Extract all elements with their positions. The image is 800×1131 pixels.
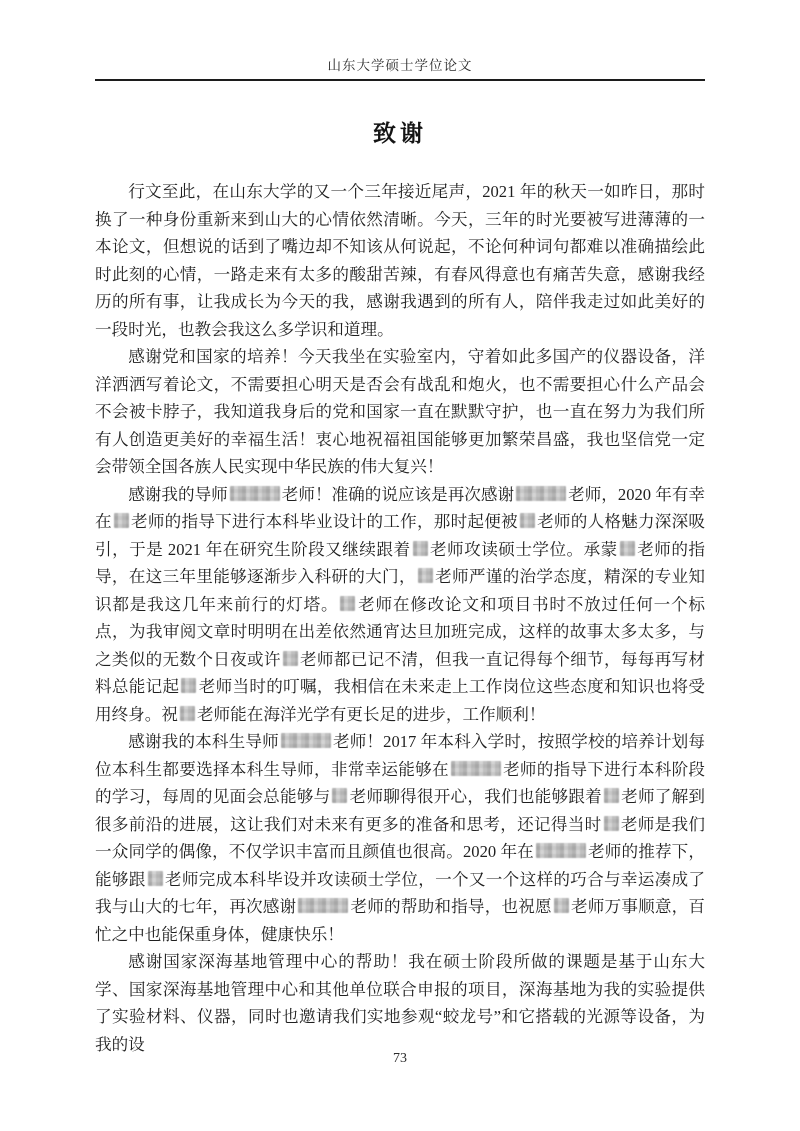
redacted-name: [451, 761, 501, 776]
redacted-name: [418, 568, 433, 583]
redacted-name: [283, 651, 298, 666]
paragraph: 感谢我的导师 老师！准确的说应该是再次感谢 老师，2020 年有幸在 老师的指导下进行本科毕业设计的工作，那时起便被 老师的人格魅力深深吸引，于是 2021 年在研究生阶段又继续跟着 老师攻读硕士学位。承蒙 老师的指导，在这三年里能够逐渐步入科研的大门， 老师严谨的治学态度，精深的专业知识都是我这几年来前行的灯塔。 老师在修改论文和项目书时不放过任何一个标点，为我审阅文章时明明在出差依然通宵达旦加班完成，这样的故事太多太多，与之类似的无数个日夜或许 老师都已记不清，但我一直记得每个细节，每每再写材料总能记起 老师当时的叮嘱，我相信在未来走上工作岗位这些态度和知识也将受用终身。祝 老师能在海洋光学有更长足的进步，工作顺利！: [95, 484, 706, 724]
redacted-name: [520, 513, 535, 528]
page-title: 致谢: [373, 121, 427, 146]
redacted-name: [604, 788, 619, 803]
redacted-name: [536, 843, 586, 858]
body-text: [95, 178, 705, 1058]
redacted-name: [148, 871, 163, 886]
paragraph: 感谢我的本科生导师 老师！2017 年本科入学时，按照学校的培养计划每位本科生都要选择本科生导师，非常幸运能够在 老师的指导下进行本科阶段的学习，每周的见面会总能够与 老师聊得很开心，我们也能够跟着 老师了解到很多前沿的进展，这让我们对未来有更多的准备和思考，还记得当时 老师是我们一众同学的偶像，不仅学识丰富而且颜值也很高。2020 年在 老师的推荐下，能够跟 老师完成本科毕设并攻读硕士学位，一个又一个这样的巧合与幸运凑成了我与山大的七年，再次感谢 老师的帮助和指导，也祝愿 老师万事顺意，百忙之中也能保重身体，健康快乐！: [95, 732, 706, 944]
redacted-name: [298, 898, 348, 913]
redacted-name: [114, 513, 129, 528]
redacted-name: [340, 596, 355, 611]
redacted-name: [620, 541, 635, 556]
redacted-name: [516, 486, 566, 501]
redacted-name: [332, 788, 347, 803]
redacted-name: [181, 678, 196, 693]
paragraph: 感谢党和国家的培养！今天我坐在实验室内，守着如此多国产的仪器设备，洋洋洒洒写着论文，不需要担心明天是否会有战乱和炮火，也不需要担心什么产品会不会被卡脖子，我知道我身后的党和国家一直在默默守护，也一直在努力为我们所有人创造更美好的幸福生活！衷心地祝福祖国能够更加繁荣昌盛，我也坚信党一定会带领全国各族人民实现中华民族的伟大复兴！: [95, 347, 705, 476]
redacted-name: [413, 541, 428, 556]
redacted-name: [554, 898, 569, 913]
redacted-name: [230, 486, 280, 501]
redacted-name: [604, 816, 619, 831]
paragraph: 行文至此，在山东大学的又一个三年接近尾声，2021 年的秋天一如昨日，那时换了一种身份重新来到山大的心情依然清晰。今天，三年的时光要被写进薄薄的一本论文，但想说的话到了嘴边却不知该从何说起，不论何种词句都难以准确描绘此时此刻的心情，一路走来有太多的酸甜苦辣，有春风得意也有痛苦失意，感谢我经历的所有事，让我成长为今天的我，感谢我遇到的所有人，陪伴我走过如此美好的一段时光，也教会我这么多学识和道理。: [95, 182, 705, 339]
paragraph: 感谢国家深海基地管理中心的帮助！我在硕士阶段所做的课题是基于山东大学、国家深海基地管理中心和其他单位联合申报的项目，深海基地为我的实验提供了实验材料、仪器，同时也邀请我们实地参观“蛟龙号”和它搭载的光源等设备，为我的设: [95, 952, 705, 1054]
header-rule: [95, 79, 705, 81]
page-number: 73: [393, 1051, 407, 1066]
redacted-name: [281, 733, 331, 748]
running-header: 山东大学硕士学位论文: [327, 58, 473, 73]
redacted-name: [180, 706, 195, 721]
